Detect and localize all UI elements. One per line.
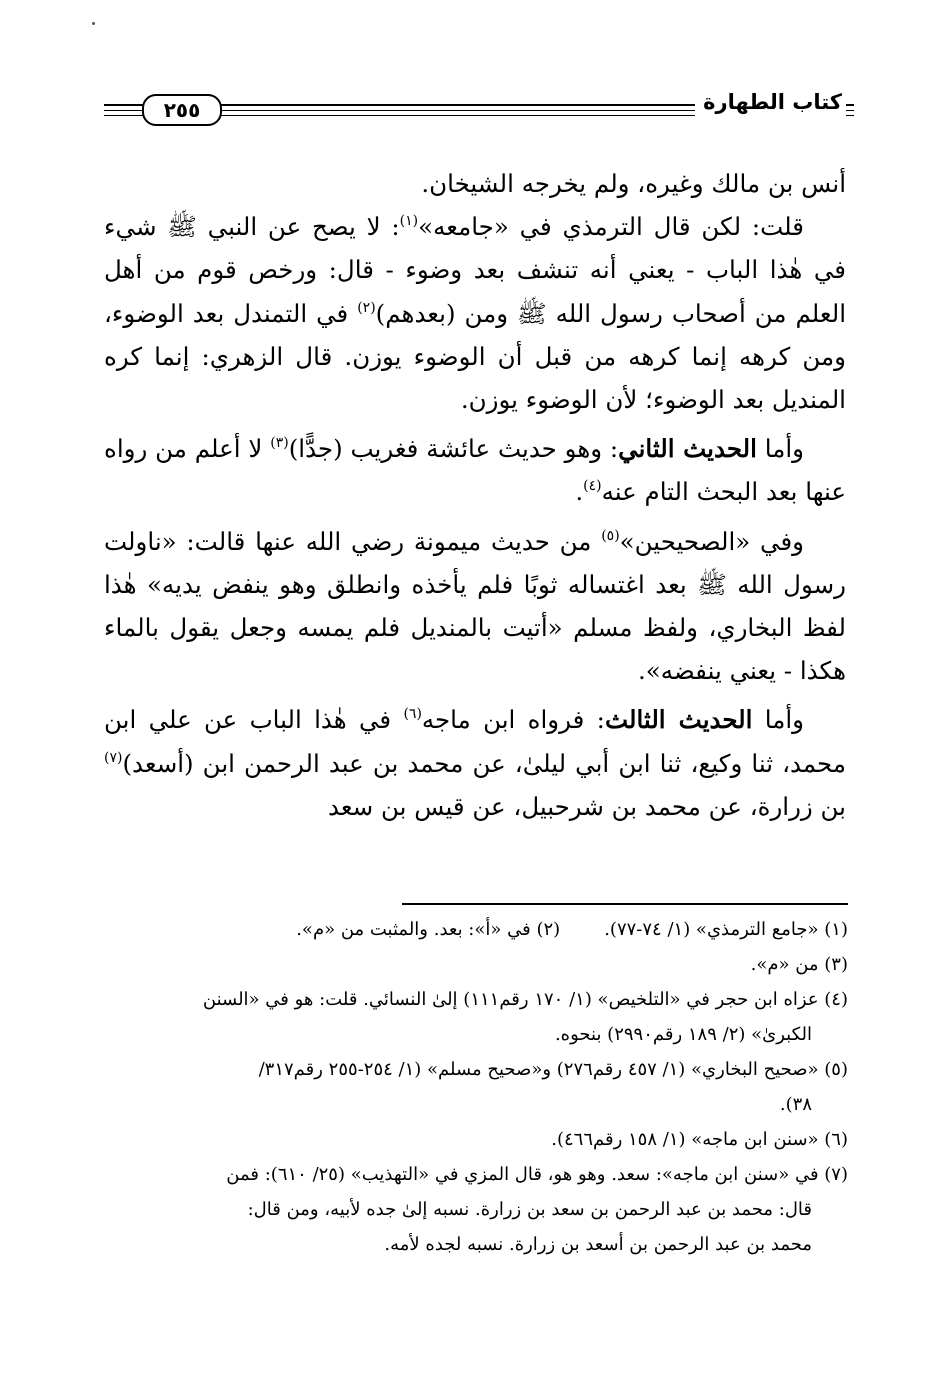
body-paragraph [104, 520, 846, 693]
footnote-marker[interactable]: (٧) [104, 749, 123, 766]
footnote-7: (٧) في «سنن ابن ماجه»: سعد. وهو هو، قال المزي في «التهذيب» (٢٥/ ٦١٠): فمن [226, 1164, 848, 1185]
footnote-marker[interactable]: (١) [399, 213, 419, 230]
body-text-run: : وهو حديث عائشة فغريب (جدًّا) [288, 434, 619, 464]
book-title: كتاب الطهارة [695, 88, 846, 116]
main-text [104, 162, 846, 828]
footnote-3: (٣) من «م». [750, 954, 848, 975]
body-paragraph [104, 162, 846, 205]
body-text-run: . [575, 477, 584, 507]
body-text-run: أنس بن مالك وغيره، ولم يخرجه الشيخان. [421, 169, 846, 198]
footnotes [104, 912, 848, 1262]
body-text-run: في هٰذا الباب عن علي ابن محمد، ثنا وكيع، ثنا ابن أبي ليلىٰ، عن محمد بن عبد الرحمن ابن (أسعد) [104, 705, 846, 778]
body-text-run: وأما [756, 434, 805, 464]
page-header [104, 86, 854, 132]
footnote-marker[interactable]: (٤) [583, 478, 602, 495]
footnote-4-continued: الكبرىٰ» (٢/ ١٨٩ رقم٢٩٩٠) بنحوه. [554, 1024, 812, 1045]
footnote-7-continued: محمد بن عبد الرحمن بن أسعد بن زرارة. نسبه لجده لأمه. [384, 1234, 812, 1255]
footnote-2: (٢) في «أ»: بعد. والمثبت من «م». [296, 919, 561, 940]
body-paragraph [104, 205, 846, 421]
footnote-marker[interactable]: (٦) [403, 706, 422, 723]
body-text-run: وفي «الصحيحين» [619, 526, 804, 556]
body-text-run: : فرواه ابن ماجه [421, 705, 605, 735]
footnote-marker[interactable]: (٥) [601, 527, 620, 544]
body-paragraph [104, 427, 846, 513]
body-text-run: قلت: لكن قال الترمذي في «جامعه» [418, 212, 804, 242]
page-number: ٢٥٥ [142, 94, 222, 126]
footnote-6: (٦) «سنن ابن ماجه» (١/ ١٥٨ رقم٤٦٦). [551, 1129, 848, 1150]
body-text-run: لا أعلم من رواه عنها بعد البحث التام عنه [104, 434, 846, 507]
body-text-run: من حديث ميمونة رضي الله عنها قالت: «ناولت رسول الله ﷺ بعد اغتساله ثوبًا فلم يأخذه وانطلق وهو ينفض يديه» هٰذا لفظ البخاري، ولفظ مسلم «أتيت بالمنديل فلم يمسه وجعل يقول بالماء هكذا - يعني ينفضه». [104, 526, 846, 686]
footnote-separator [402, 903, 848, 905]
footnote-4: (٤) عزاه ابن حجر في «التلخيص» (١/ ١٧٠ رقم١١١) إلىٰ النسائي. قلت: هو في «السنن [202, 989, 848, 1010]
body-text-run: : لا يصح عن النبي ﷺ شيء في هٰذا الباب - يعني أنه تنشف بعد وضوء - قال: ورخص قوم من أهل العلم من أصحاب رسول الله ﷺ ومن (بعدهم) [104, 212, 846, 328]
body-text-run: بن زرارة، عن محمد بن شرحبيل، عن قيس بن سعد [327, 791, 846, 821]
scan-speck [92, 22, 95, 25]
footnote-marker[interactable]: (٢) [357, 299, 376, 316]
footnote-1: (١) «جامع الترمذي» (١/ ٧٤-٧٧). [604, 919, 848, 940]
section-heading-inline: الحديث الثالث [604, 705, 753, 735]
section-heading-inline: الحديث الثاني [618, 434, 757, 464]
footnote-marker[interactable]: (٣) [270, 435, 289, 452]
footnote-7-continued: قال: محمد بن عبد الرحمن بن سعد بن زرارة. نسبه إلىٰ جده لأبيه، ومن قال: [247, 1199, 812, 1220]
footnote-row [104, 912, 848, 947]
footnote-5: (٥) «صحيح البخاري» (١/ ٤٥٧ رقم٢٧٦) و«صحيح مسلم» (١/ ٢٥٤-٢٥٥ رقم٣١٧/ [258, 1059, 848, 1080]
footnote-5-continued: ٣٨). [779, 1094, 812, 1115]
body-text-run: وأما [752, 705, 804, 735]
body-paragraph [104, 698, 846, 828]
body-text-run: في التمندل بعد الوضوء، ومن كرهه إنما كرهه من قبل أن الوضوء يوزن. قال الزهري: إنما كره المنديل بعد الوضوء؛ لأن الوضوء يوزن. [104, 298, 846, 415]
